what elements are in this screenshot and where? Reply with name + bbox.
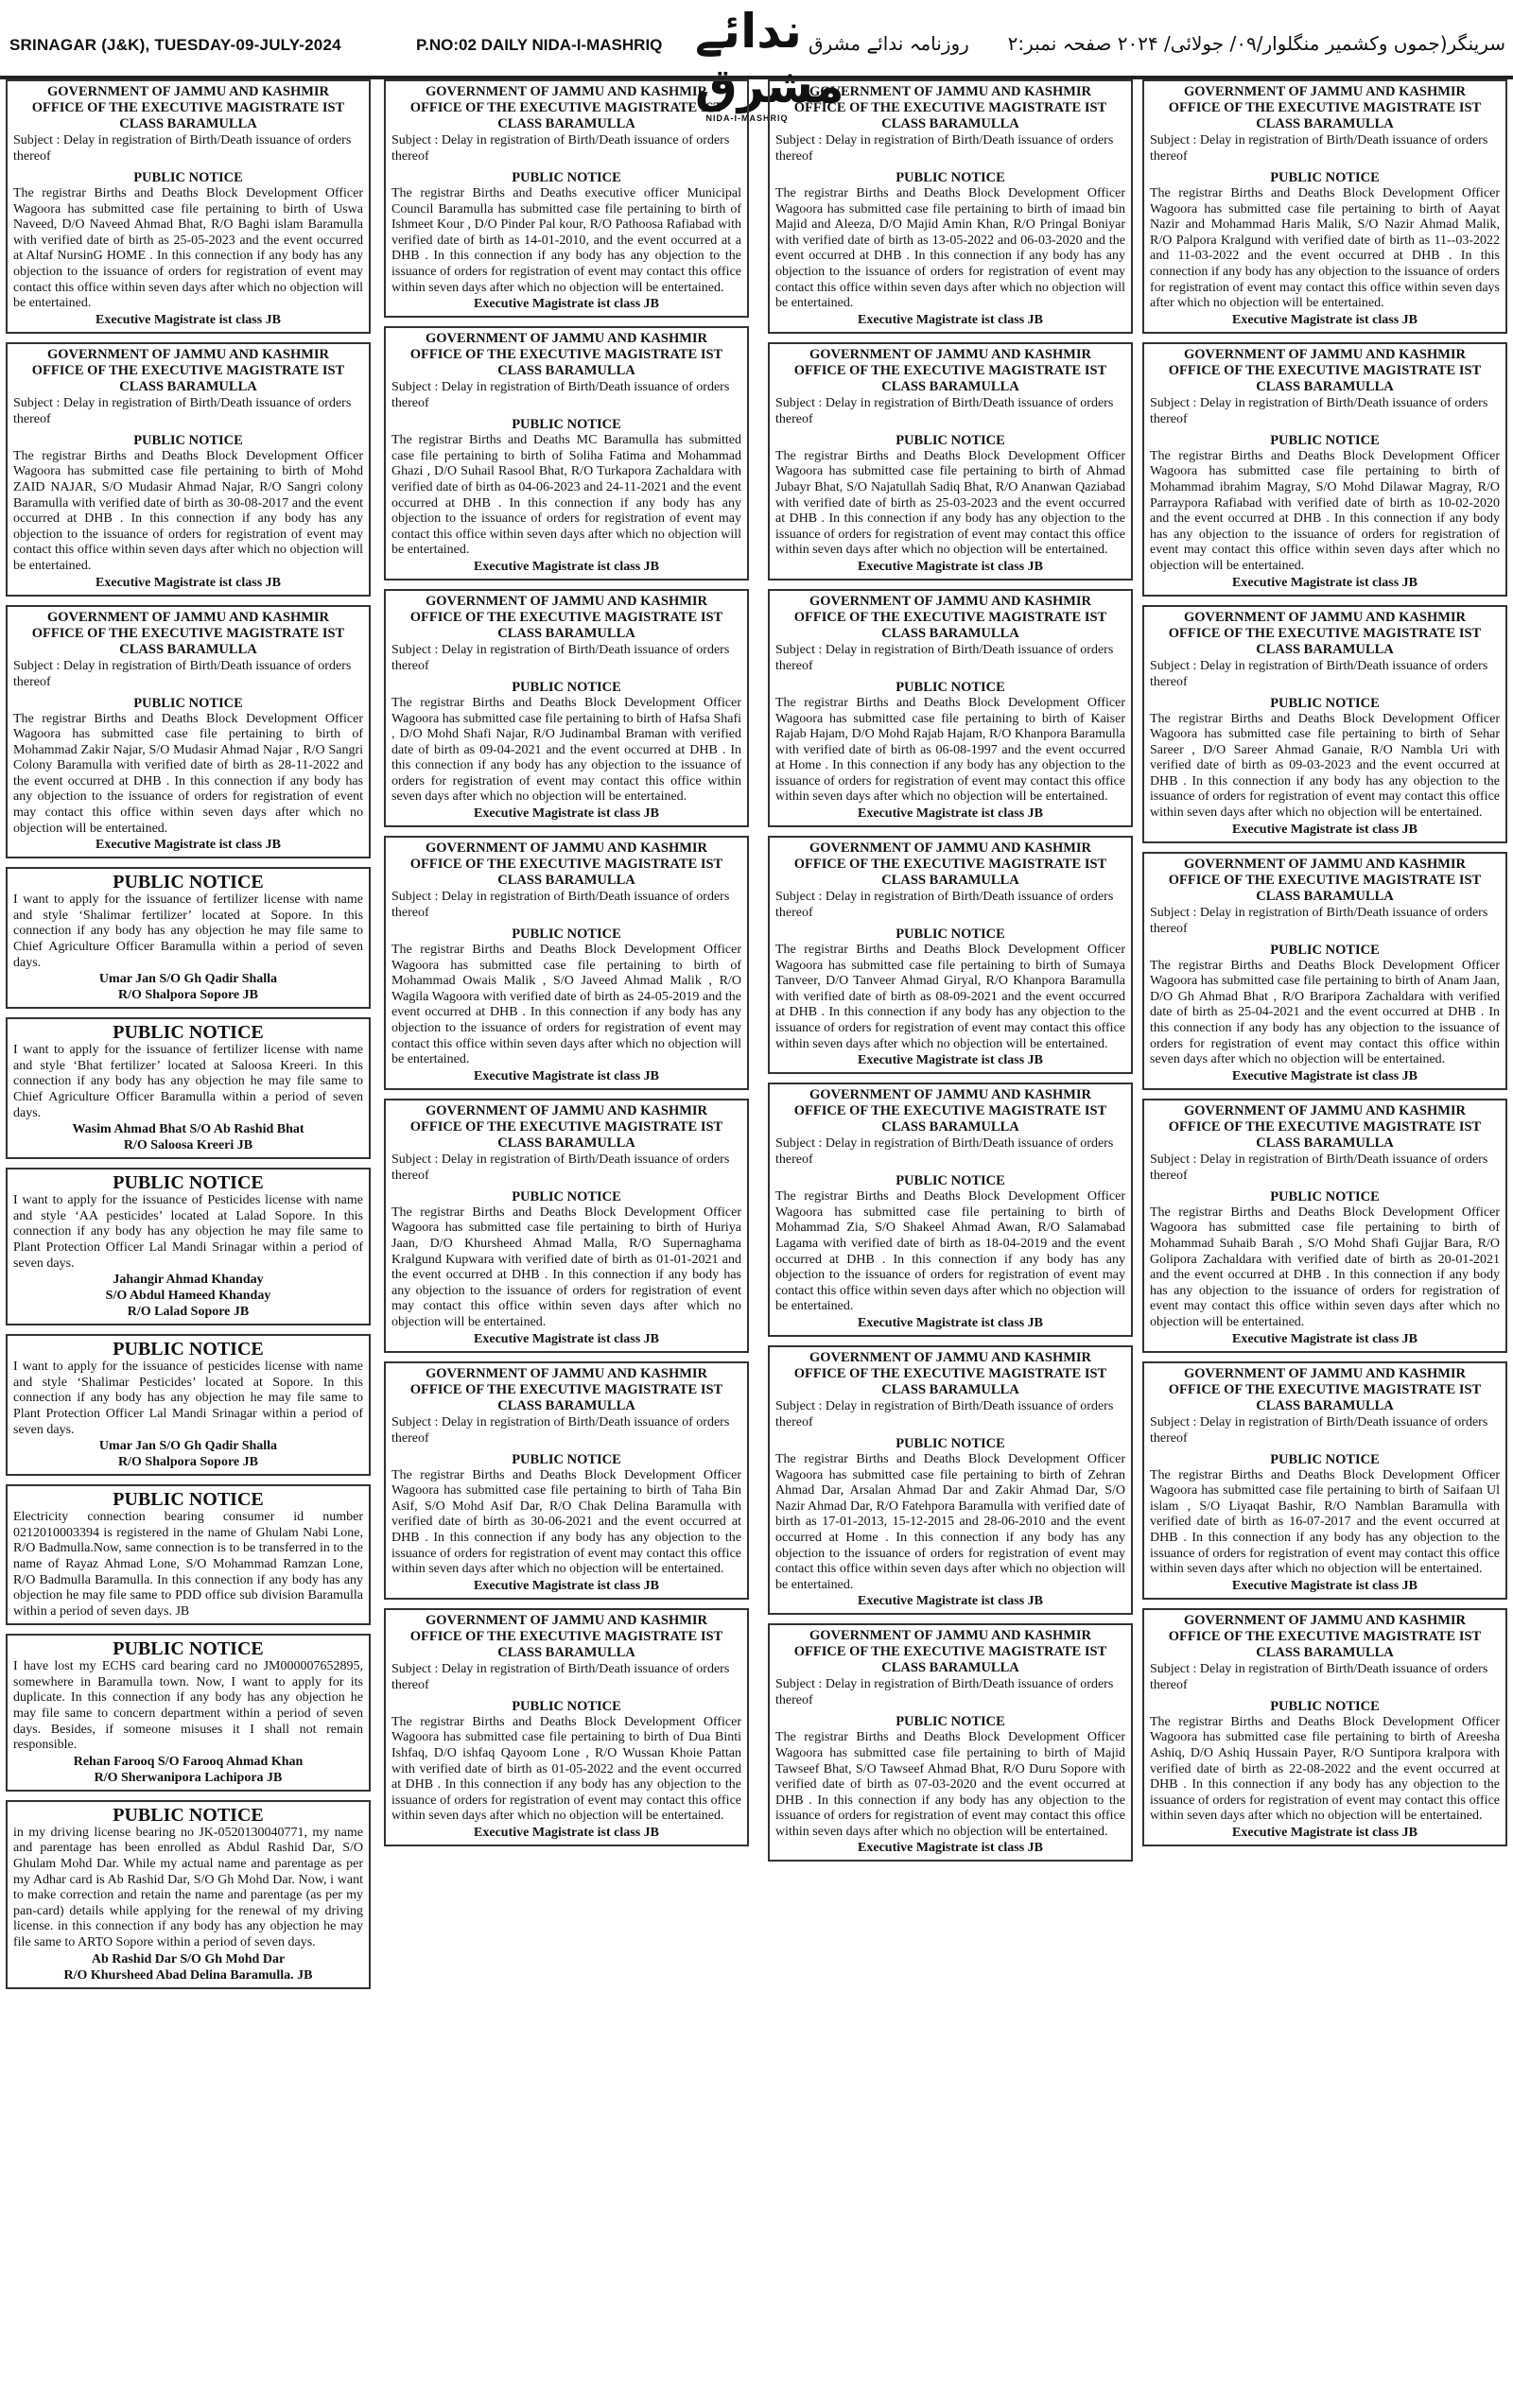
public-notice xyxy=(6,1168,371,1325)
notice-title: PUBLIC NOTICE xyxy=(133,695,243,711)
notice-subject: Subject : Delay in registration of Birth/Death issuance of orders thereof xyxy=(13,133,352,164)
column-2 xyxy=(384,79,749,1855)
notice-header-line-2: OFFICE OF THE EXECUTIVE MAGISTRATE IST xyxy=(793,609,1107,625)
notice-header-line-3: CLASS BARAMULLA xyxy=(881,1660,1019,1676)
notice-title: PUBLIC NOTICE xyxy=(1270,170,1380,185)
column-1 xyxy=(6,79,371,1998)
notice-header-line-2: OFFICE OF THE EXECUTIVE MAGISTRATE IST xyxy=(793,1103,1107,1119)
notice-title: PUBLIC NOTICE xyxy=(512,1451,621,1467)
public-notice-title: PUBLIC NOTICE xyxy=(113,1489,264,1511)
notice-signature: Executive Magistrate ist class JB xyxy=(96,575,281,590)
notice-header-line-3: CLASS BARAMULLA xyxy=(1256,888,1394,904)
public-notice-body: I want to apply for the issuance of fertilizer license with name and style ‘Shalimar fertilizer’ located at Sopore. In this connection if any body has any objection he may file same to Chief Agriculture Officer Baramulla within a period of seven days. xyxy=(13,892,363,970)
notice-signature: Executive Magistrate ist class JB xyxy=(474,806,659,822)
notice-header-line-1: GOVERNMENT OF JAMMU AND KASHMIR xyxy=(46,84,330,99)
notice-body: The registrar Births and Deaths Block Development Officer Wagoora has submitted case file pertaining to birth of Sumaya Tanveer, D/O Tanveer Ahmad Giryal, R/O Khanpora Baramulla with verified date of birth as 08-09-2021 and the event occurred at DHB . In this connection if any body has any objection to the issuance of orders for registration of event may contact this office within seven days after which no objection will be entertained. xyxy=(775,943,1125,1051)
notice-title: PUBLIC NOTICE xyxy=(896,1173,1005,1189)
notice-header-line-2: OFFICE OF THE EXECUTIVE MAGISTRATE IST xyxy=(1168,1381,1482,1397)
notice-header-line-3: CLASS BARAMULLA xyxy=(881,116,1019,131)
notice-subject: Subject : Delay in registration of Birth/Death issuance of orders thereof xyxy=(391,1661,730,1692)
notice-subject: Subject : Delay in registration of Birth/Death issuance of orders thereof xyxy=(1150,133,1488,164)
notice-header-line-1: GOVERNMENT OF JAMMU AND KASHMIR xyxy=(1183,84,1467,99)
notice-signature: Executive Magistrate ist class JB xyxy=(474,1825,659,1840)
notice-body: The registrar Births and Deaths Block Development Officer Wagoora has submitted case file pertaining to birth of Ahmad Jubayr Bhat, S/O Najatullah Sadiq Bhat, R/O Ananwan Qaziabad with verified date of birth as 25-03-2023 and the event occurred at DHB . In this connection if any body has any objection to the issuance of orders for registration of event may contact this office within seven days after which no objection will be entertained. xyxy=(775,448,1125,558)
notice-body: The registrar Births and Deaths Block Development Officer Wagoora has submitted case file pertaining to birth of Saifaan Ul islam , S/O Liyaqat Bashir, R/O Namblan Baramulla with verified date of birth as 16-07-2017 and the event occurred at DHB . In this connection if any body has any objection to the issuance of orders for registration of event may contact this office within seven days after which no objection will be entertained. xyxy=(1150,1467,1500,1577)
gov-notice xyxy=(6,605,371,859)
notice-subject: Subject : Delay in registration of Birth/Death issuance of orders thereof xyxy=(775,1677,1114,1708)
public-notice xyxy=(6,1800,371,1989)
notice-header-line-2: OFFICE OF THE EXECUTIVE MAGISTRATE IST xyxy=(409,609,723,625)
notice-title: PUBLIC NOTICE xyxy=(512,927,621,943)
notice-title: PUBLIC NOTICE xyxy=(896,927,1005,943)
public-notice xyxy=(6,1484,371,1625)
notice-body: The registrar Births and Deaths Block Development Officer Wagoora has submitted case file pertaining to birth of Kaiser Rajab Hajam, D/O Mohd Rajab Hajam, R/O Khanpora Baramulla with verified date of birth as 06-08-1997 and the event occurred at Home . In this connection if any body has any objection to the issuance of orders for registration of event may contact this office within seven days after which no objection will be entertained. xyxy=(775,695,1125,805)
notice-header-line-2: OFFICE OF THE EXECUTIVE MAGISTRATE IST xyxy=(31,625,345,641)
notice-subject: Subject : Delay in registration of Birth/Death issuance of orders thereof xyxy=(1150,1152,1488,1183)
notice-title: PUBLIC NOTICE xyxy=(896,679,1005,695)
masthead-urdu-title: روزنامہ ندائے مشرق xyxy=(809,32,969,55)
notice-subject: Subject : Delay in registration of Birth/Death issuance of orders thereof xyxy=(13,395,352,426)
notice-body: The registrar Births and Deaths MC Baramulla has submitted case file pertaining to birth of Soliha Fatima and Mohammad Ghazi , D/O Suhail Rasool Bhat, R/O Turkapora Zachaldara with verified date of birth as 04-06-2023 and 24-11-2021 and the event occurred at DHB . In this connection if any body has any objection to the issuance of orders for registration of event may contact this office within seven days after which no objection will be entertained. xyxy=(391,433,741,558)
notice-title: PUBLIC NOTICE xyxy=(512,170,621,185)
gov-notice xyxy=(768,836,1133,1074)
notice-signature: Executive Magistrate ist class JB xyxy=(1232,1068,1417,1083)
notice-signature: Executive Magistrate ist class JB xyxy=(96,312,281,327)
masthead-urdu-dateline: سرینگر(جموں وکشمیر منگلوار/۰۹/ جولائی/ ۲۰۲۴ صفحہ نمبر:۲ xyxy=(1007,32,1505,55)
notice-header-line-3: CLASS BARAMULLA xyxy=(1256,641,1394,657)
gov-notice xyxy=(384,326,749,580)
public-notice-signature: Umar Jan S/O Gh Qadir Shalla xyxy=(98,1439,278,1454)
notice-body: The registrar Births and Deaths Block Development Officer Wagoora has submitted case file pertaining to birth of Mohammad Suhaib Barah , S/O Mohd Shafi Gujjar Bara, R/O Golipora Zachaldara with verified date of birth as 20-01-2021 and the event occurred at DHB . In this connection if any body has any objection to the issuance of orders for registration of event may contact this office within seven days after which no objection will be entertained. xyxy=(1150,1204,1500,1329)
notice-title: PUBLIC NOTICE xyxy=(133,432,243,448)
notice-header-line-1: GOVERNMENT OF JAMMU AND KASHMIR xyxy=(1183,1612,1467,1628)
public-notice-signature: Ab Rashid Dar S/O Gh Mohd Dar xyxy=(91,1951,286,1966)
public-notice xyxy=(6,867,371,1009)
notice-signature: Executive Magistrate ist class JB xyxy=(474,297,659,312)
public-notice-body: I want to apply for the issuance of fertilizer license with name and style ‘Bhat fertilizer’ located at Saloosa Kreeri. In this connection if any body has any objection he may file same to Chief Agriculture Officer Baramulla within a period of seven days. xyxy=(13,1043,363,1120)
notice-header-line-1: GOVERNMENT OF JAMMU AND KASHMIR xyxy=(809,1087,1092,1103)
notice-title: PUBLIC NOTICE xyxy=(512,1188,621,1204)
notice-header-line-3: CLASS BARAMULLA xyxy=(881,625,1019,641)
notice-body: The registrar Births and Deaths Block Development Officer Wagoora has submitted case file pertaining to birth of Huriya Jaan, D/O Khursheed Ahmad Malla, R/O Supernaghama Kralgund Kupwara with verified date of birth as 01-01-2021 and the event occurred at DHB . In this connection if any body has any objection to the issuance of orders for registration of event may contact this office within seven days after which no objection will be entertained. xyxy=(391,1204,741,1329)
notice-subject: Subject : Delay in registration of Birth/Death issuance of orders thereof xyxy=(13,658,352,689)
public-notice xyxy=(6,1017,371,1159)
notice-header-line-2: OFFICE OF THE EXECUTIVE MAGISTRATE IST xyxy=(409,1381,723,1397)
notice-title: PUBLIC NOTICE xyxy=(512,1698,621,1714)
gov-notice xyxy=(384,836,749,1090)
notice-title: PUBLIC NOTICE xyxy=(1270,1188,1380,1204)
public-notice-title: PUBLIC NOTICE xyxy=(113,1804,264,1826)
notice-signature: Executive Magistrate ist class JB xyxy=(858,1315,1043,1330)
notice-header-line-2: OFFICE OF THE EXECUTIVE MAGISTRATE IST xyxy=(1168,872,1482,888)
notice-signature: Executive Magistrate ist class JB xyxy=(1232,575,1417,590)
notice-header-line-2: OFFICE OF THE EXECUTIVE MAGISTRATE IST xyxy=(409,100,723,115)
notice-header-line-1: GOVERNMENT OF JAMMU AND KASHMIR xyxy=(425,593,708,609)
notice-title: PUBLIC NOTICE xyxy=(512,679,621,695)
notice-signature: Executive Magistrate ist class JB xyxy=(858,806,1043,822)
public-notice xyxy=(6,1634,371,1792)
public-notice-body: I have lost my ECHS card bearing card no JM000007652895, somewhere in Baramulla town. Now, I want to apply for its duplicate. In this connection if any body has any objection he may file same to concern department within a period of seven days. Besides, if someone misuses it I shall not remain responsible. xyxy=(13,1659,363,1753)
notice-header-line-3: CLASS BARAMULLA xyxy=(119,378,257,394)
gov-notice xyxy=(1142,79,1507,334)
notice-header-line-3: CLASS BARAMULLA xyxy=(1256,116,1394,131)
notice-header-line-1: GOVERNMENT OF JAMMU AND KASHMIR xyxy=(425,84,708,99)
notice-header-line-1: GOVERNMENT OF JAMMU AND KASHMIR xyxy=(1183,1365,1467,1381)
public-notice-signature: Rehan Farooq S/O Farooq Ahmad Khan xyxy=(73,1754,304,1769)
notice-header-line-3: CLASS BARAMULLA xyxy=(497,1644,635,1660)
public-notice-signature: R/O Sherwanipora Lachipora JB xyxy=(94,1770,283,1785)
notice-signature: Executive Magistrate ist class JB xyxy=(474,559,659,574)
notice-signature: Executive Magistrate ist class JB xyxy=(858,312,1043,327)
notice-header-line-1: GOVERNMENT OF JAMMU AND KASHMIR xyxy=(809,1628,1092,1644)
notice-body: The registrar Births and Deaths Block Development Officer Wagoora has submitted case file pertaining to birth of Mohammad Zia, S/O Shakeel Ahmad Awan, R/O Salamabad Lagama with verified date of birth as 18-04-2019 and the event occurred at DHB . In this connection if any body has any objection to the issuance of orders for registration of event may contact this office within seven days after which no objection will be entertained. xyxy=(775,1189,1125,1314)
notice-signature: Executive Magistrate ist class JB xyxy=(858,559,1043,574)
notice-header-line-1: GOVERNMENT OF JAMMU AND KASHMIR xyxy=(1183,856,1467,872)
gov-notice xyxy=(768,79,1133,334)
notice-header-line-3: CLASS BARAMULLA xyxy=(1256,1644,1394,1660)
column-3 xyxy=(768,79,1133,1870)
notice-header-line-3: CLASS BARAMULLA xyxy=(881,1381,1019,1397)
notice-header-line-2: OFFICE OF THE EXECUTIVE MAGISTRATE IST xyxy=(409,347,723,363)
notice-header-line-2: OFFICE OF THE EXECUTIVE MAGISTRATE IST xyxy=(793,100,1107,115)
notice-signature: Executive Magistrate ist class JB xyxy=(96,838,281,853)
notice-header-line-2: OFFICE OF THE EXECUTIVE MAGISTRATE IST xyxy=(1168,625,1482,641)
notice-subject: Subject : Delay in registration of Birth/Death issuance of orders thereof xyxy=(391,642,730,673)
notice-header-line-1: GOVERNMENT OF JAMMU AND KASHMIR xyxy=(1183,609,1467,625)
notice-signature: Executive Magistrate ist class JB xyxy=(1232,312,1417,327)
public-notice-title: PUBLIC NOTICE xyxy=(113,1339,264,1360)
notice-title: PUBLIC NOTICE xyxy=(1270,1451,1380,1467)
notice-subject: Subject : Delay in registration of Birth/Death issuance of orders thereof xyxy=(775,642,1114,673)
notice-body: The registrar Births and Deaths Block Development Officer Wagoora has submitted case file pertaining to birth of Mohammad ibrahim Magray, S/O Mohd Dilawar Magray, R/O Parraypora Rafiabad with verified date of birth as 10-02-2020 and the event occurred at DHB . In this connection if any body has any objection to the issuance of orders for registration of event may contact this office within seven days after which no objection will be entertained. xyxy=(1150,448,1500,573)
public-notice-signature: R/O Saloosa Kreeri JB xyxy=(123,1138,253,1153)
notice-header-line-1: GOVERNMENT OF JAMMU AND KASHMIR xyxy=(425,840,708,857)
gov-notice xyxy=(1142,342,1507,597)
notice-header-line-2: OFFICE OF THE EXECUTIVE MAGISTRATE IST xyxy=(31,362,345,378)
public-notice-title: PUBLIC NOTICE xyxy=(113,1638,264,1660)
public-notice-signature: R/O Shalpora Sopore JB xyxy=(118,988,258,1003)
notice-header-line-3: CLASS BARAMULLA xyxy=(119,116,257,131)
notice-header-line-2: OFFICE OF THE EXECUTIVE MAGISTRATE IST xyxy=(1168,1118,1482,1135)
gov-notice xyxy=(6,79,371,334)
notice-body: The registrar Births and Deaths Block Development Officer Wagoora has submitted case file pertaining to birth of Sehar Sareer , D/O Sareer Ahmad Ganaie, R/O Nambla Uri with verified date of birth as 09-03-2023 and the event occurred at DHB . In this connection if any body has any objection to the issuance of orders for registration of event may contact this office within seven days after which no objection will be entertained. xyxy=(1150,711,1500,821)
notice-body: The registrar Births and Deaths Block Development Officer Wagoora has submitted case file pertaining to birth of imaad bin Majid and Aleeza, D/O Majid Amin Khan, R/O Pringal Boniyar with verified date of birth as 13-05-2022 and 06-03-2020 and the event occurred at DHB . In this connection if any body has any objection to the issuance of orders for registration of event may contact this office within seven days after which no objection will be entertained. xyxy=(775,186,1125,311)
public-notice-body: I want to apply for the issuance of Pesticides license with name and style ‘AA pesticides’ located at Lalad Sopore. In this connection if any body has any objection he may file same to Plant Protection Officer Lal Mandi Srinagar within a period of seven days. xyxy=(13,1193,363,1271)
gov-notice xyxy=(1142,1608,1507,1846)
notice-header-line-2: OFFICE OF THE EXECUTIVE MAGISTRATE IST xyxy=(793,1365,1107,1381)
gov-notice xyxy=(768,1345,1133,1615)
notice-header-line-2: OFFICE OF THE EXECUTIVE MAGISTRATE IST xyxy=(1168,100,1482,115)
notice-subject: Subject : Delay in registration of Birth/Death issuance of orders thereof xyxy=(391,1152,730,1183)
notice-header-line-3: CLASS BARAMULLA xyxy=(119,641,257,657)
notice-body: The registrar Births and Deaths Block Development Officer Wagoora has submitted case file pertaining to birth of Mohammad Owais Malik , S/O Javeed Ahmad Malik , R/O Wagila Wagoora with verified date of birth as 24-05-2019 and the event occurred at DHB . In this connection if any body has any objection to the issuance of orders for registration of event may contact this office within seven days after which no objection will be entertained. xyxy=(391,943,741,1067)
notice-title: PUBLIC NOTICE xyxy=(896,1435,1005,1451)
notice-body: The registrar Births and Deaths Block Development Officer Wagoora has submitted case file pertaining to birth of Majid Tawseef Bhat, S/O Tawseef Ahmad Bhat, R/O Duru Sopore with verified date of birth as 07-03-2020 and the event occurred at DHB . In this connection if any body has any objection to the issuance of orders for registration of event may contact this office within seven days after which no objection will be entertained. xyxy=(775,1730,1125,1839)
notice-title: PUBLIC NOTICE xyxy=(896,1714,1005,1730)
public-notice-title: PUBLIC NOTICE xyxy=(113,1022,264,1044)
notice-subject: Subject : Delay in registration of Birth/Death issuance of orders thereof xyxy=(775,890,1114,921)
notice-subject: Subject : Delay in registration of Birth/Death issuance of orders thereof xyxy=(775,1398,1114,1429)
notice-subject: Subject : Delay in registration of Birth/Death issuance of orders thereof xyxy=(391,380,730,411)
notice-title: PUBLIC NOTICE xyxy=(1270,942,1380,958)
notice-subject: Subject : Delay in registration of Birth/Death issuance of orders thereof xyxy=(1150,905,1488,936)
notice-body: The registrar Births and Deaths Block Development Officer Wagoora has submitted case file pertaining to birth of Aayat Nazir and Mohammad Haris Malik, S/O Nazir Ahmad Malik, R/O Palpora Kralgund with verified date of birth as 11--03-2022 and 11-03-2022 and the event occurred at DHB . In this connection if any body has any objection to the issuance of orders for registration of event may contact this office within seven days after which no objection will be entertained. xyxy=(1150,186,1500,311)
logo-subtitle: NIDA-I-MASHRIQ xyxy=(705,113,789,123)
gov-notice xyxy=(6,342,371,597)
gov-notice xyxy=(1142,1361,1507,1600)
notice-body: The registrar Births and Deaths Block Development Officer Wagoora has submitted case file pertaining to birth of Mohammad Zakir Najar, S/O Mudasir Ahmad Najar , R/O Sangri Colony Baramulla with verified date of birth as 28-11-2022 and the event occurred at DHB . In this connection if any body has any objection to the issuance of orders for registration of event may contact this office within seven days after which no objection will be entertained. xyxy=(13,711,363,836)
notice-body: The registrar Births and Deaths Block Development Officer Wagoora has submitted case file pertaining to birth of Zehran Ahmad Dar, Arsalan Ahmad Dar and Zakir Ahmad Dar, S/O Nazir Ahmad Dar, R/O Fatehpora Baramulla with verified date of birth as 17-01-2013, 15-12-2015 and 28-06-2010 and the event occurred at Home . In this connection if any body has any objection to the issuance of orders for registration of event may contact this office within seven days after which no objection will be entertained. xyxy=(775,1451,1125,1592)
notice-header-line-3: CLASS BARAMULLA xyxy=(881,378,1019,394)
notice-header-line-3: CLASS BARAMULLA xyxy=(881,873,1019,889)
column-4 xyxy=(1142,79,1507,1855)
notice-subject: Subject : Delay in registration of Birth/Death issuance of orders thereof xyxy=(1150,395,1488,426)
notice-header-line-1: GOVERNMENT OF JAMMU AND KASHMIR xyxy=(1183,1102,1467,1118)
gov-notice xyxy=(1142,1099,1507,1353)
public-notice-signature: Wasim Ahmad Bhat S/O Ab Rashid Bhat xyxy=(72,1122,304,1137)
public-notice-signature: R/O Lalad Sopore JB xyxy=(127,1305,250,1320)
notice-header-line-1: GOVERNMENT OF JAMMU AND KASHMIR xyxy=(425,331,708,347)
notice-header-line-1: GOVERNMENT OF JAMMU AND KASHMIR xyxy=(46,346,330,362)
gov-notice xyxy=(768,589,1133,827)
notice-body: The registrar Births and Deaths executive officer Municipal Council Baramulla has submitted case file pertaining to birth of Ishmeet Kour , D/O Pinder Pal kour, R/O Pathoosa Rafiabad with verified date of birth as 14-01-2010, and the event occurred at a DHB . In this connection if any body has any objection to the issuance of orders for registration of event may contact this office within seven days after which no objection will be entertained. xyxy=(391,186,741,295)
notice-title: PUBLIC NOTICE xyxy=(1270,695,1380,711)
public-notice-signature: R/O Shalpora Sopore JB xyxy=(118,1455,258,1470)
notice-signature: Executive Magistrate ist class JB xyxy=(1232,822,1417,837)
notice-header-line-1: GOVERNMENT OF JAMMU AND KASHMIR xyxy=(809,84,1092,99)
gov-notice xyxy=(384,1608,749,1846)
notice-header-line-2: OFFICE OF THE EXECUTIVE MAGISTRATE IST xyxy=(409,1118,723,1135)
notice-signature: Executive Magistrate ist class JB xyxy=(858,1594,1043,1609)
notice-header-line-2: OFFICE OF THE EXECUTIVE MAGISTRATE IST xyxy=(1168,1628,1482,1644)
notice-subject: Subject : Delay in registration of Birth/Death issuance of orders thereof xyxy=(775,133,1114,164)
notice-header-line-1: GOVERNMENT OF JAMMU AND KASHMIR xyxy=(809,593,1092,609)
notice-title: PUBLIC NOTICE xyxy=(1270,432,1380,448)
notice-header-line-3: CLASS BARAMULLA xyxy=(881,1119,1019,1135)
notice-signature: Executive Magistrate ist class JB xyxy=(474,1331,659,1346)
notice-signature: Executive Magistrate ist class JB xyxy=(474,1578,659,1593)
public-notice-body: I want to apply for the issuance of pesticides license with name and style ‘Shalimar Pesticides’ located at Sopore. In this connection if any body has any objection he may file same to Plant Protection Officer Lal Mandi Srinagar within a period of seven days. xyxy=(13,1360,363,1437)
notice-header-line-1: GOVERNMENT OF JAMMU AND KASHMIR xyxy=(425,1102,708,1118)
masthead-dateline: SRINAGAR (J&K), TUESDAY-09-JULY-2024 xyxy=(9,36,341,54)
gov-notice xyxy=(384,1361,749,1600)
notice-subject: Subject : Delay in registration of Birth/Death issuance of orders thereof xyxy=(775,1136,1114,1168)
notice-header-line-3: CLASS BARAMULLA xyxy=(1256,1397,1394,1413)
notice-signature: Executive Magistrate ist class JB xyxy=(1232,1825,1417,1840)
notice-body: The registrar Births and Deaths Block Development Officer Wagoora has submitted case file pertaining to birth of Areesha Ashiq, D/O Ashiq Hussain Payer, R/O Suntipora kralpora with verified date of birth as 22-08-2022 and the event occurred at DHB . In this connection if any body has any objection to the issuance of orders for registration of event may contact this office within seven days after which no objection will be entertained. xyxy=(1150,1714,1500,1824)
public-notice-body: Electricity connection bearing consumer id number 0212010003394 is registered in the name of Ghulam Nabi Lone, R/O Badmulla.Now, same connection is to be transferred in to the name of Rayaz Ahmad Lone, S/O Mohammad Ramzan Lone, R/O Badmulla Baramulla. In this connection if any body has any objection he may file same to PDD office sub division Baramulla within a period of seven days. JB xyxy=(13,1510,363,1619)
notice-signature: Executive Magistrate ist class JB xyxy=(474,1068,659,1083)
notice-header-line-3: CLASS BARAMULLA xyxy=(497,625,635,641)
notice-header-line-3: CLASS BARAMULLA xyxy=(497,1135,635,1151)
notice-header-line-2: OFFICE OF THE EXECUTIVE MAGISTRATE IST xyxy=(409,857,723,873)
notice-subject: Subject : Delay in registration of Birth/Death issuance of orders thereof xyxy=(391,133,730,164)
notice-header-line-2: OFFICE OF THE EXECUTIVE MAGISTRATE IST xyxy=(409,1628,723,1644)
notice-subject: Subject : Delay in registration of Birth/Death issuance of orders thereof xyxy=(1150,658,1488,689)
notice-header-line-1: GOVERNMENT OF JAMMU AND KASHMIR xyxy=(809,840,1092,857)
notice-header-line-3: CLASS BARAMULLA xyxy=(497,116,635,131)
public-notice-signature: Jahangir Ahmad Khanday xyxy=(113,1273,264,1288)
notice-header-line-2: OFFICE OF THE EXECUTIVE MAGISTRATE IST xyxy=(793,857,1107,873)
gov-notice xyxy=(768,342,1133,580)
public-notice-title: PUBLIC NOTICE xyxy=(113,1172,264,1194)
notice-header-line-3: CLASS BARAMULLA xyxy=(497,873,635,889)
notice-signature: Executive Magistrate ist class JB xyxy=(858,1053,1043,1068)
gov-notice xyxy=(384,589,749,827)
public-notice-body: in my driving license bearing no JK-0520130040771, my name and parentage has been enrolled as Abdul Rashid Dar, S/O Ghulam Mohd Dar. While my actual name and parentage as per my Adhar card is Ab Rashid Dar, S/O Gh Mohd Dar. Now, i want to make correction and retain the name and parentage (as per my pan-card) details while applying for the renewal of my driving license. in this connection if any body has any objection he may file same to ARTO Sopore within a period of seven days. xyxy=(13,1825,363,1949)
public-notice-signature: R/O Khursheed Abad Delina Baramulla. JB xyxy=(63,1967,313,1983)
notice-header-line-1: GOVERNMENT OF JAMMU AND KASHMIR xyxy=(1183,346,1467,362)
notice-header-line-2: OFFICE OF THE EXECUTIVE MAGISTRATE IST xyxy=(793,1644,1107,1660)
notice-header-line-1: GOVERNMENT OF JAMMU AND KASHMIR xyxy=(809,346,1092,362)
notice-body: The registrar Births and Deaths Block Development Officer Wagoora has submitted case file pertaining to birth of Taha Bin Asif, S/O Mohd Asif Dar, R/O Chak Delina Baramulla with verified date of birth as 30-06-2021 and the event occurred at DHB . In this connection if any body has any objection to the issuance of orders for registration of event may contact this office within seven days after which no objection will be entertained. xyxy=(391,1467,741,1577)
notice-subject: Subject : Delay in registration of Birth/Death issuance of orders thereof xyxy=(391,890,730,921)
notice-title: PUBLIC NOTICE xyxy=(133,170,243,185)
notice-header-line-3: CLASS BARAMULLA xyxy=(1256,1135,1394,1151)
notice-body: The registrar Births and Deaths Block Development Officer Wagoora has submitted case file pertaining to birth of Dua Binti Ishfaq, D/O ishfaq Qayoom Lone , R/O Wussan Khoie Pattan with verified date of birth as 01-05-2022 and the event occurred at DHB . In this connection if any body has any objection to the issuance of orders for registration of event may contact this office within seven days after which no objection will be entertained. xyxy=(391,1714,741,1824)
notice-header-line-3: CLASS BARAMULLA xyxy=(497,1397,635,1413)
masthead-page-number: P.NO:02 DAILY NIDA-I-MASHRIQ xyxy=(416,36,663,54)
notice-body: The registrar Births and Deaths Block Development Officer Wagoora has submitted case file pertaining to birth of Mohd ZAID NAJAR, S/O Mudasir Ahmad Najar, R/O Sangri colony Baramulla with verified date of birth as 30-08-2017 and the event occurred at DHB . In this connection if any body has any objection to the issuance of orders for registration of event may contact this office within seven days after which no objection will be entertained. xyxy=(13,448,363,573)
newspaper-logo xyxy=(695,4,844,123)
notice-header-line-3: CLASS BARAMULLA xyxy=(1256,378,1394,394)
notice-body: The registrar Births and Deaths Block Development Officer Wagoora has submitted case file pertaining to birth of Anam Jaan, D/O Gh Ahmad Bhat , R/O Braripora Zachaldara with verified date of birth as 25-04-2021 and the event occurred at DHB . In this connection if any body has any objection to the issuance of orders for registration of event may contact this office within seven days after which no objection will be entertained. xyxy=(1150,958,1500,1067)
notice-title: PUBLIC NOTICE xyxy=(512,417,621,433)
notice-title: PUBLIC NOTICE xyxy=(896,170,1005,185)
notice-subject: Subject : Delay in registration of Birth/Death issuance of orders thereof xyxy=(775,395,1114,426)
notice-signature: Executive Magistrate ist class JB xyxy=(858,1841,1043,1856)
notice-subject: Subject : Delay in registration of Birth/Death issuance of orders thereof xyxy=(1150,1661,1488,1692)
logo-text: ندائے مشرق xyxy=(695,4,844,113)
notice-body: The registrar Births and Deaths Block Development Officer Wagoora has submitted case file pertaining to birth of Hafsa Shafi , D/O Mohd Shafi Najar, R/O Judinambal Braman with verified date of birth as 09-04-2021 and the event occurred at DHB . In this connection if any body has any objection to the issuance of orders for registration of event may contact this office within seven days after which no objection will be entertained. xyxy=(391,695,741,805)
notice-header-line-1: GOVERNMENT OF JAMMU AND KASHMIR xyxy=(425,1365,708,1381)
public-notice-title: PUBLIC NOTICE xyxy=(113,872,264,893)
notice-subject: Subject : Delay in registration of Birth/Death issuance of orders thereof xyxy=(1150,1414,1488,1446)
gov-notice xyxy=(768,1083,1133,1337)
notice-body: The registrar Births and Deaths Block Development Officer Wagoora has submitted case file pertaining to birth of Uswa Naveed, D/O Naveed Ahmad Bhat, R/O Baghi islam Baramulla with verified date of birth as 25-05-2023 and the event occurred at Altaf NursinG HOME . In this connection if any body has any objection to the issuance of orders for registration of event may contact this office within seven days after which no objection will be entertained. xyxy=(13,186,363,311)
notice-header-line-3: CLASS BARAMULLA xyxy=(497,363,635,379)
gov-notice xyxy=(1142,605,1507,843)
gov-notice xyxy=(768,1623,1133,1862)
notice-header-line-2: OFFICE OF THE EXECUTIVE MAGISTRATE IST xyxy=(1168,362,1482,378)
notice-title: PUBLIC NOTICE xyxy=(1270,1698,1380,1714)
gov-notice xyxy=(384,1099,749,1353)
public-notice-signature: Umar Jan S/O Gh Qadir Shalla xyxy=(98,972,278,987)
notice-title: PUBLIC NOTICE xyxy=(896,432,1005,448)
notice-header-line-2: OFFICE OF THE EXECUTIVE MAGISTRATE IST xyxy=(31,100,345,115)
public-notice xyxy=(6,1334,371,1476)
notice-header-line-1: GOVERNMENT OF JAMMU AND KASHMIR xyxy=(46,609,330,625)
notice-header-line-2: OFFICE OF THE EXECUTIVE MAGISTRATE IST xyxy=(793,362,1107,378)
notice-header-line-1: GOVERNMENT OF JAMMU AND KASHMIR xyxy=(809,1349,1092,1365)
notice-signature: Executive Magistrate ist class JB xyxy=(1232,1578,1417,1593)
notice-signature: Executive Magistrate ist class JB xyxy=(1232,1331,1417,1346)
notice-subject: Subject : Delay in registration of Birth/Death issuance of orders thereof xyxy=(391,1414,730,1446)
gov-notice xyxy=(1142,852,1507,1090)
gov-notice xyxy=(384,79,749,318)
public-notice-signature: S/O Abdul Hameed Khanday xyxy=(105,1289,271,1304)
notice-header-line-1: GOVERNMENT OF JAMMU AND KASHMIR xyxy=(425,1612,708,1628)
